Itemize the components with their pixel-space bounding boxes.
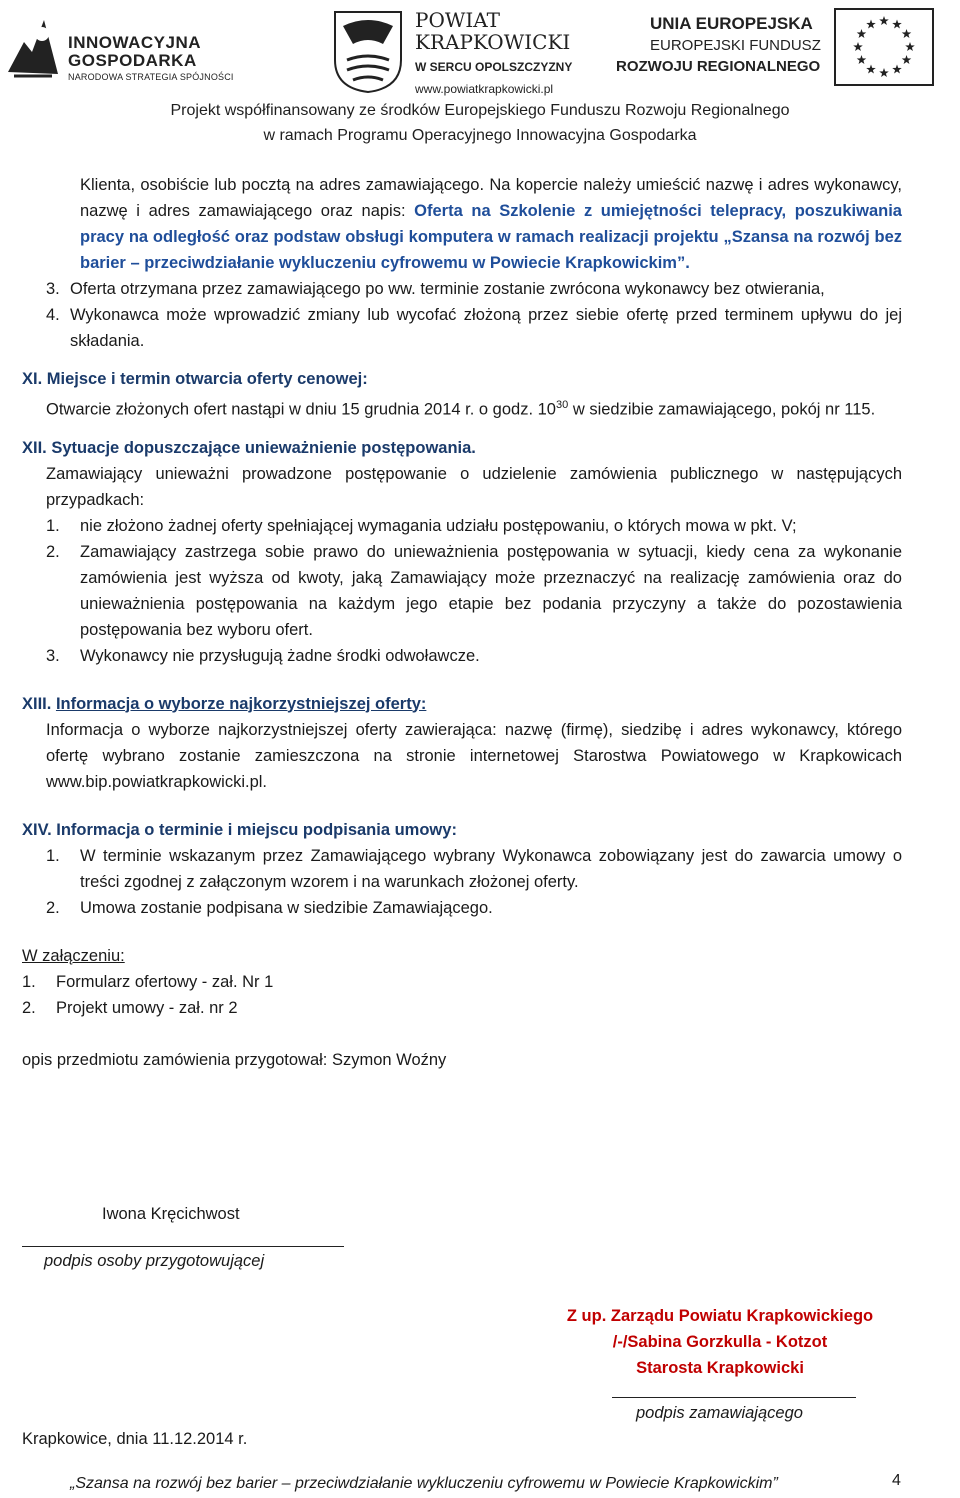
- list-text: Projekt umowy - zał. nr 2: [56, 998, 238, 1017]
- attachments-title: W załączeniu:: [22, 946, 125, 965]
- section-xi-text: [22, 392, 902, 423]
- powiat-line4: www.powiatkrapkowicki.pl: [415, 82, 554, 96]
- section-xii-list: [22, 513, 902, 669]
- prepared-by: opis przedmiotu zamówienia przygotował: Szymon Woźny: [22, 1050, 447, 1069]
- powiat-line1: POWIAT: [415, 8, 500, 32]
- list-number: 2.: [22, 998, 36, 1017]
- signature-caption-left: podpis osoby przygotowującej: [44, 1252, 265, 1270]
- list-number: 1.: [46, 516, 60, 535]
- list-item: [22, 969, 902, 995]
- intro-paragraph: [22, 172, 902, 276]
- intro-text: Klienta, osobiście lub pocztą na adres zamawiającego. Na kopercie należy umieścić nazwę i adres wykonawcy, nazwę i adres zamawiającego oraz napis:: [80, 176, 902, 220]
- authorization-line2: /-/Sabina Gorzkulla - Kotzot: [612, 1333, 828, 1351]
- crest-icon: [333, 10, 403, 94]
- project-header-line2: w ramach Programu Operacyjnego Innowacyjna Gospodarka: [263, 127, 697, 144]
- attachments-list: [22, 969, 902, 1021]
- list-item: [46, 276, 902, 302]
- intro-bold-text: Oferta na Szkolenie z umiejętności telepracy, poszukiwania pracy na odległość oraz podstaw obsługi komputera w ramach realizacji projektu „Szansa na rozwój bez barier – przeciwdziałanie wykluczeniu cyfrowemu w Powiecie Krapkowickim”.: [80, 202, 902, 272]
- ue-logo: [612, 8, 952, 98]
- list-text: Wykonawca może wprowadzić zmiany lub wycofać złożoną przez siebie ofertę przed terminem upływu do jej składania.: [70, 306, 902, 350]
- list-text: Oferta otrzymana przez zamawiającego po ww. terminie zostanie zwrócona wykonawcy bez otwierania,: [70, 280, 825, 298]
- powiat-line3: W SERCU OPOLSZCZYZNY: [415, 60, 573, 74]
- place-date: Krapkowice, dnia 11.12.2014 r.: [22, 1430, 248, 1448]
- list-item: [46, 843, 902, 895]
- innowacyjna-line2: GOSPODARKA: [68, 51, 197, 70]
- list-text: W terminie wskazanym przez Zamawiającego wybrany Wykonawca zobowiązany jest do zawarcia umowy o treści zgodnej z załączonym wzorem i na warunkach złożonej oferty.: [80, 846, 902, 891]
- list-item: [46, 539, 902, 643]
- header-logos: [0, 0, 960, 100]
- section-number: XI.: [22, 370, 43, 388]
- ue-line1: UNIA EUROPEJSKA: [650, 14, 813, 33]
- list-text: nie złożono żadnej oferty spełniającej wymagania udziału postępowaniu, o których mowa w pkt. V;: [80, 516, 797, 535]
- section-title: Informacja o terminie i miejscu podpisania umowy:: [56, 820, 457, 839]
- innowacyjna-line3: NARODOWA STRATEGIA SPÓJNOŚCI: [68, 72, 234, 82]
- list-item: [46, 302, 902, 354]
- innowacyjna-logo-mark-icon: [4, 12, 62, 82]
- signatory-name: Iwona Kręcichwost: [102, 1205, 240, 1223]
- section-title: Sytuacje dopuszczające unieważnienie postępowania.: [51, 438, 476, 457]
- list-item: [46, 895, 902, 921]
- list-a: [22, 276, 902, 354]
- section-xiii-heading: [22, 691, 902, 717]
- section-xii-heading: [22, 435, 902, 461]
- innowacyjna-line1: INNOWACYJNA: [68, 33, 202, 52]
- section-number: XII.: [22, 438, 47, 457]
- opening-time-sup: 30: [555, 399, 569, 411]
- section-number: XIV.: [22, 820, 52, 839]
- section-xiii-text: Informacja o wyborze najkorzystniejszej oferty zawierająca: nazwę (firmę), siedzibę i adres wykonawcy, którego ofertę wybrano zostanie zamieszczona na stronie internetowej Starostwa Powiatowego w Krapkowicach www.bip.powiatkrapkowicki.pl.: [46, 720, 902, 791]
- powiat-krapkowicki-logo: [333, 8, 583, 98]
- list-item: [46, 513, 902, 539]
- project-header-line1: Projekt współfinansowany ze środków Europejskiego Funduszu Rozwoju Regionalnego: [170, 102, 790, 119]
- authorization-line3: Starosta Krapkowicki: [636, 1359, 804, 1377]
- list-item: [46, 643, 902, 669]
- list-number: 1.: [22, 972, 36, 991]
- list-number: 3.: [46, 646, 60, 665]
- list-number: 2.: [46, 898, 60, 917]
- authorization-block: [540, 1303, 900, 1381]
- list-text: Zamawiający zastrzega sobie prawo do unieważnienia postępowania w sytuacji, kiedy cena za wykonanie zamówienia jest wyższa od kwoty, jaką Zamawiający może przeznaczyć na realizację zamówienia oraz do unieważnienia postępowania na każdym jego etapie bez podania przyczyny a także do pozostawienia postępowania bez wyboru ofert.: [80, 542, 902, 639]
- section-xii-intro: Zamawiający unieważni prowadzone postępowanie o udzielenie zamówienia publicznego w następujących przypadkach:: [46, 464, 902, 509]
- list-item: [22, 995, 902, 1021]
- signature-caption-right: podpis zamawiającego: [636, 1404, 803, 1422]
- list-text: Wykonawcy nie przysługują żadne środki odwoławcze.: [80, 646, 480, 665]
- list-number: 1.: [46, 846, 60, 865]
- ue-line3: ROZWOJU REGIONALNEGO: [616, 58, 821, 75]
- section-xi-heading: [22, 366, 902, 392]
- eu-flag-icon: [834, 8, 934, 86]
- page-number: 4: [892, 1472, 901, 1489]
- opening-text-a: Otwarcie złożonych ofert nastąpi w dniu 15 grudnia 2014 r. o godz. 10: [46, 400, 556, 419]
- section-xiv-heading: [22, 817, 902, 843]
- powiat-line2: KRAPKOWICKI: [415, 30, 571, 54]
- signature-line-left: [22, 1246, 344, 1247]
- authorization-line1: Z up. Zarządu Powiatu Krapkowickiego: [566, 1307, 874, 1325]
- innowacyjna-gospodarka-logo: [4, 8, 234, 88]
- section-number: XIII.: [22, 694, 52, 713]
- document-body: [22, 172, 902, 1073]
- list-text: Formularz ofertowy - zał. Nr 1: [56, 972, 274, 991]
- signature-line-right: [612, 1397, 856, 1398]
- section-title: Informacja o wyborze najkorzystniejszej oferty:: [55, 694, 427, 713]
- opening-text-b: w siedzibie zamawiającego, pokój nr 115.: [568, 400, 876, 419]
- footer-text: „Szansa na rozwój bez barier – przeciwdziałanie wykluczeniu cyfrowemu w Powiecie Krapkowickim”: [70, 1475, 778, 1492]
- list-number: 2.: [46, 542, 60, 561]
- list-text: Umowa zostanie podpisana w siedzibie Zamawiającego.: [80, 898, 493, 917]
- section-title: Miejsce i termin otwarcia oferty cenowej:: [46, 370, 368, 388]
- section-xiv-list: [22, 843, 902, 921]
- ue-line2: EUROPEJSKI FUNDUSZ: [650, 37, 821, 54]
- list-number: 3.: [46, 280, 60, 298]
- list-number: 4.: [46, 306, 60, 324]
